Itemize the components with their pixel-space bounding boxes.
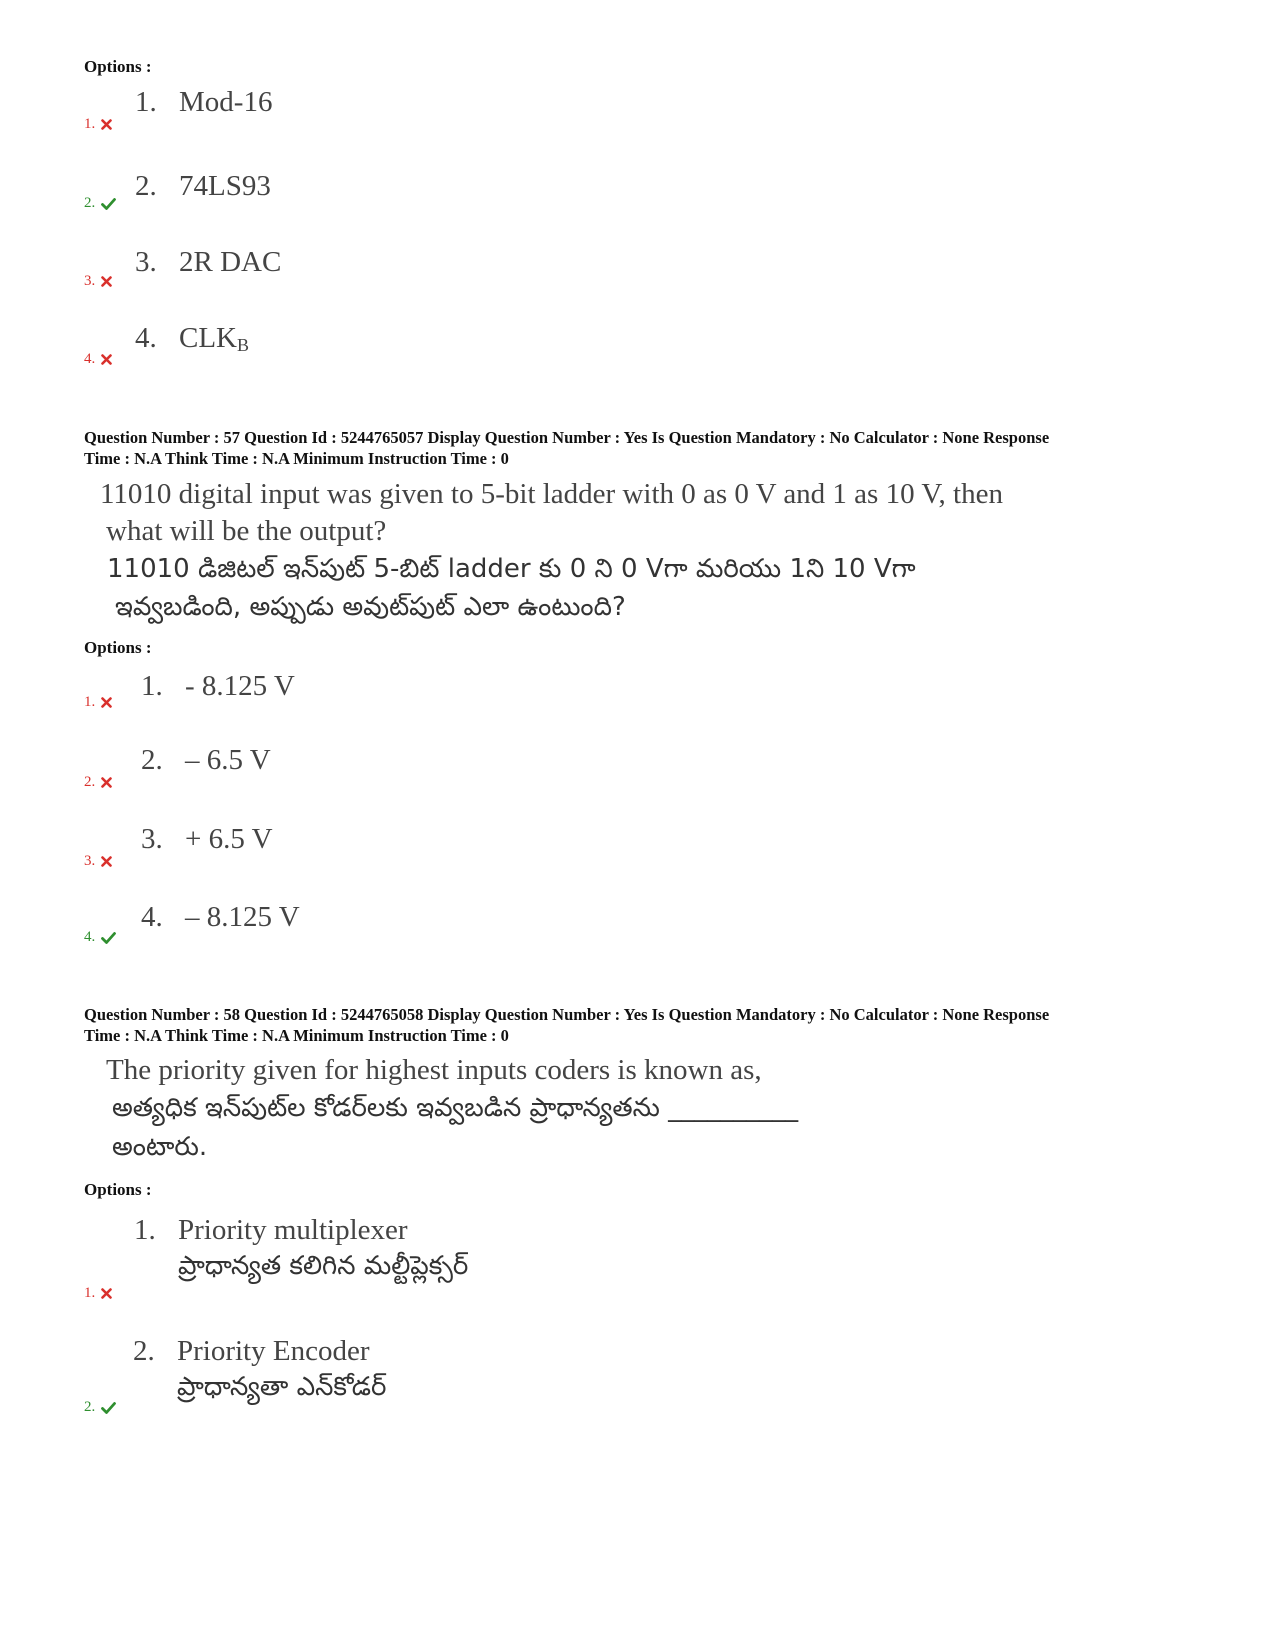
option-marker-number: 1. — [84, 116, 96, 132]
options-label-q56: Options : — [84, 57, 152, 76]
option-number: 3. — [135, 246, 157, 278]
option-marker-q56-4 — [84, 351, 112, 368]
question-text-q57 — [100, 476, 1003, 550]
cross-icon — [101, 697, 112, 708]
option-marker-number: 2. — [84, 1399, 96, 1415]
option-marker-q56-2 — [84, 195, 116, 212]
check-icon — [101, 198, 116, 210]
option-q58-2[interactable] — [133, 1335, 386, 1408]
cross-icon — [101, 777, 112, 788]
option-q56-4[interactable] — [135, 322, 249, 355]
question-meta-line: Question Number : 57 Question Id : 5244765057 Display Question Number : Yes Is Question Mandatory : No Calculator : None Response — [84, 428, 1050, 447]
option-text-te: ప్రాధాన్యతా ఎన్‌కోడర్ — [177, 1372, 387, 1402]
option-marker-q58-1 — [84, 1285, 112, 1302]
cross-icon — [101, 119, 112, 130]
cross-icon — [101, 276, 112, 287]
question-meta-q57 — [84, 427, 1204, 469]
question-text-te: 11010 డిజిటల్ ఇన్‌పుట్ 5-బిట్ ladder కు 0 ని 0 Vగా మరియు 1ని 10 Vగా — [107, 554, 916, 584]
cross-icon — [101, 1288, 112, 1299]
option-marker-q56-3 — [84, 273, 112, 290]
option-text — [179, 322, 249, 355]
option-text: - 8.125 V — [185, 670, 295, 702]
option-text: Mod-16 — [179, 86, 273, 118]
option-marker-number: 1. — [84, 1285, 96, 1301]
option-text: – 8.125 V — [185, 901, 300, 933]
option-number: 2. — [135, 170, 157, 202]
option-number: 2. — [133, 1335, 155, 1367]
option-q57-4[interactable] — [141, 901, 300, 934]
question-text-en: The priority given for highest inputs coders is known as, — [106, 1054, 762, 1086]
option-text-te: ప్రాధాన్యత కలిగిన మల్టీప్లెక్సర్ — [178, 1251, 469, 1281]
option-marker-q57-3 — [84, 853, 112, 870]
question-text-te-q57 — [107, 550, 916, 626]
option-marker-q57-4 — [84, 929, 116, 946]
question-text-te-q58 — [112, 1089, 798, 1167]
question-text-te: అంటారు. — [112, 1132, 208, 1162]
option-marker-q57-2 — [84, 774, 112, 791]
option-text: Priority Encoder — [177, 1335, 370, 1367]
question-text-q58 — [106, 1052, 762, 1089]
question-text-te: ఇవ్వబడింది, అప్పుడు అవుట్‌పుట్ ఎలా ఉంటుంది? — [115, 592, 626, 622]
option-text: Priority multiplexer — [178, 1214, 408, 1246]
option-q57-2[interactable] — [141, 744, 271, 777]
option-number: 3. — [141, 823, 163, 855]
option-number: 1. — [141, 670, 163, 702]
question-meta-line: Time : N.A Think Time : N.A Minimum Instruction Time : 0 — [84, 449, 509, 468]
option-marker-number: 2. — [84, 774, 96, 790]
option-number: 1. — [134, 1214, 156, 1246]
question-text-en: what will be the output? — [106, 515, 387, 547]
options-label-q58: Options : — [84, 1180, 152, 1199]
option-marker-number: 4. — [84, 351, 96, 367]
cross-icon — [101, 354, 112, 365]
question-meta-q58 — [84, 1004, 1204, 1046]
option-number: 2. — [141, 744, 163, 776]
option-marker-q57-1 — [84, 694, 112, 711]
option-number: 1. — [135, 86, 157, 118]
option-q57-1[interactable] — [141, 670, 295, 703]
check-icon — [101, 932, 116, 944]
option-marker-q58-2 — [84, 1399, 116, 1416]
option-q58-1[interactable] — [134, 1214, 468, 1287]
option-marker-q56-1 — [84, 116, 112, 133]
option-number: 4. — [135, 322, 157, 354]
question-text-en: 11010 digital input was given to 5-bit ladder with 0 as 0 V and 1 as 10 V, then — [100, 478, 1003, 510]
option-text: + 6.5 V — [185, 823, 273, 855]
option-text-main: CLK — [179, 322, 237, 354]
option-text: 2R DAC — [179, 246, 282, 278]
question-meta-line: Question Number : 58 Question Id : 5244765058 Display Question Number : Yes Is Question Mandatory : No Calculator : None Response — [84, 1005, 1050, 1024]
check-icon — [101, 1402, 116, 1414]
option-text: – 6.5 V — [185, 744, 271, 776]
option-text: 74LS93 — [179, 170, 271, 202]
question-text-te: అత్యధిక ఇన్‌పుట్‌ల కోడర్‌లకు ఇవ్వబడిన ప్రాధాన్యతను __________ — [112, 1093, 799, 1123]
option-q56-3[interactable] — [135, 246, 281, 279]
option-text-subscript: B — [237, 335, 250, 355]
question-meta-line: Time : N.A Think Time : N.A Minimum Instruction Time : 0 — [84, 1026, 509, 1045]
option-marker-number: 3. — [84, 273, 96, 289]
option-marker-number: 3. — [84, 853, 96, 869]
option-marker-number: 2. — [84, 195, 96, 211]
option-q56-2[interactable] — [135, 170, 271, 203]
option-number: 4. — [141, 901, 163, 933]
option-q56-1[interactable] — [135, 86, 272, 119]
option-marker-number: 1. — [84, 694, 96, 710]
option-q57-3[interactable] — [141, 823, 273, 856]
options-label-q57: Options : — [84, 638, 152, 657]
cross-icon — [101, 856, 112, 867]
option-marker-number: 4. — [84, 929, 96, 945]
